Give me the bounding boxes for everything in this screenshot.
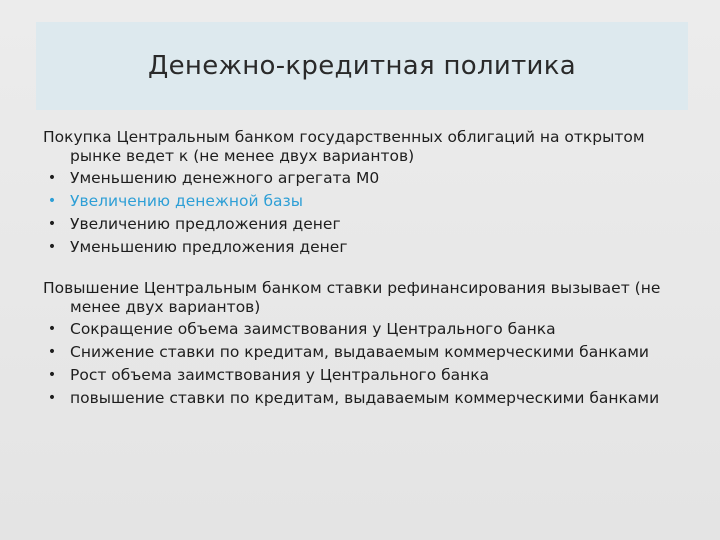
bullet-icon: • xyxy=(47,239,57,255)
question-text: Повышение Центральным банком ставки рефинансирования вызывает (не менее двух вариантов) xyxy=(43,279,661,316)
list-item xyxy=(43,238,693,257)
bullet-icon: • xyxy=(47,216,57,232)
bullet-icon: • xyxy=(47,321,57,337)
option-list xyxy=(43,320,693,408)
slide-title: Денежно-кредитная политика xyxy=(148,51,576,81)
list-item xyxy=(43,389,693,408)
list-item-highlighted xyxy=(43,192,693,211)
option-list xyxy=(43,169,693,257)
bullet-icon: • xyxy=(47,344,57,360)
list-item xyxy=(43,320,693,339)
option-text: Сокращение объема заимствования у Центрального банка xyxy=(70,320,556,338)
option-text: Увеличению предложения денег xyxy=(70,215,341,233)
list-item xyxy=(43,169,693,188)
bullet-icon: • xyxy=(47,170,57,186)
slide-content xyxy=(43,128,693,430)
option-text: повышение ставки по кредитам, выдаваемым коммерческими банками xyxy=(70,389,660,407)
list-item xyxy=(43,215,693,234)
list-item xyxy=(43,366,693,385)
list-item xyxy=(43,343,693,362)
bullet-icon: • xyxy=(47,193,57,209)
question-block-1 xyxy=(43,128,693,257)
option-text: Рост объема заимствования у Центрального банка xyxy=(70,366,490,384)
bullet-icon: • xyxy=(47,390,57,406)
question-text: Покупка Центральным банком государственных облигаций на открытом рынке ведет к (не менее двух вариантов) xyxy=(43,128,645,165)
bullet-icon: • xyxy=(47,367,57,383)
option-text: Снижение ставки по кредитам, выдаваемым коммерческими банками xyxy=(70,343,649,361)
option-text: Уменьшению предложения денег xyxy=(70,238,348,256)
option-text: Уменьшению денежного агрегата М0 xyxy=(70,169,380,187)
question-block-2 xyxy=(43,279,693,408)
option-text: Увеличению денежной базы xyxy=(70,192,304,210)
title-box xyxy=(36,22,688,110)
